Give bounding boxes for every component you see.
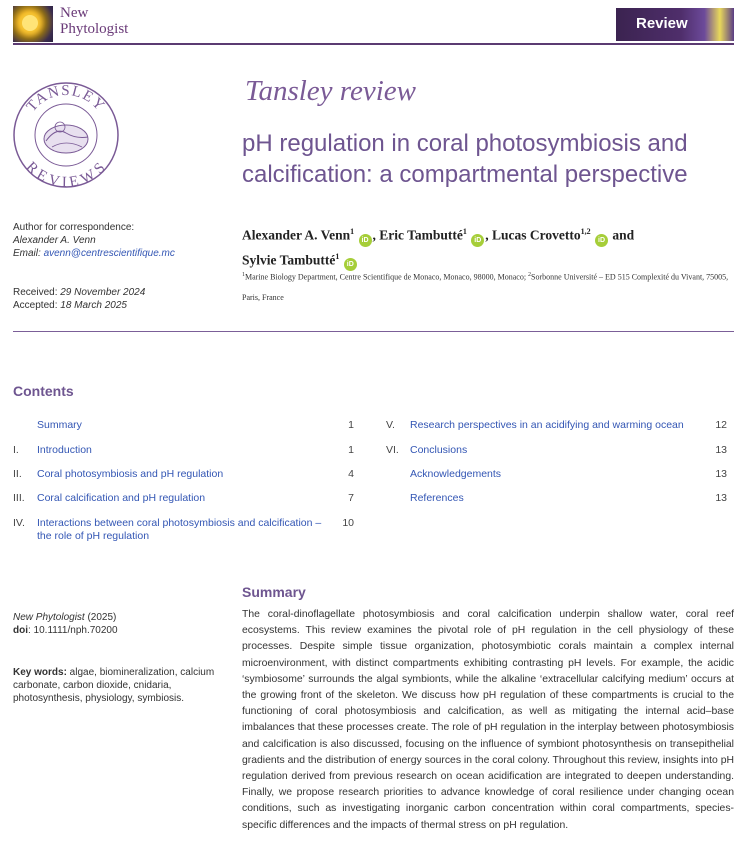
toc-page-number: 13 bbox=[715, 444, 727, 456]
toc-number: I. bbox=[13, 444, 19, 456]
toc-link[interactable]: Coral photosymbiosis and pH regulation bbox=[37, 468, 224, 480]
author-separator: , bbox=[485, 227, 493, 243]
seal-top-text: TANSLEY bbox=[23, 82, 109, 115]
accepted-label: Accepted: bbox=[13, 300, 61, 311]
brand-line-2: Phytologist bbox=[60, 21, 129, 37]
journal-logo bbox=[13, 6, 53, 42]
orcid-icon[interactable]: iD bbox=[595, 234, 608, 247]
toc-page-number: 4 bbox=[348, 468, 354, 480]
toc-link[interactable]: Introduction bbox=[37, 444, 92, 456]
summary-text: The coral-dinoflagellate photosymbiosis and coral calcification underpin shallow water, coral reef ecosystems. This review examines the pivotal role of pH regulation in the cell physiology of these processes. Despite simple tissue organization, photosymbiotic corals maintain a complex internal microenvironment, with distinct compartments exhibiting contrasting pH levels. For example, the acidic ‘symbiosome’ surrounds the algal symbionts, while the alkaline ‘extracellular calcifying medium’ occurs at the growing front of the skeleton. We discuss how pH regulation of these compartments is crucial to the functioning of coral photosymbiosis and calcification, as well as mitigating the internal acid–base imbalances that these processes create. The role of pH regulation in the interplay between photosymbiosis and calcification is also discussed, focusing on the influence of symbiont photosynthesis on transepithelial gradients and the distribution of energy sources in the coral colony. Throughout this review, insights into pH regulation derived from previous research on ocean acidification are integrated to deepen understanding. Finally, we propose research priorities to advance knowledge of coral resilience under changing ocean conditions, such as investigating inorganic carbon concentration within coral compartments, species-specific differences and the impacts of thermal stress on pH regulation. bbox=[242, 609, 734, 831]
journal-name: New Phytologist bbox=[13, 612, 85, 623]
seal-bottom-text: REVIEWS bbox=[22, 158, 110, 189]
received-date: 29 November 2024 bbox=[60, 287, 146, 298]
doi-value[interactable]: : 10.1111/nph.70200 bbox=[28, 625, 118, 636]
brand-line-1: New bbox=[60, 5, 89, 21]
toc-number: V. bbox=[386, 419, 395, 431]
toc-page-number: 1 bbox=[348, 419, 354, 431]
toc-link[interactable]: Coral calcification and pH regulation bbox=[37, 492, 206, 504]
doi-label: doi bbox=[13, 625, 28, 636]
keywords-label: Key words: bbox=[13, 667, 67, 678]
orcid-icon[interactable]: iD bbox=[359, 234, 372, 247]
email-label: Email: bbox=[13, 248, 44, 259]
author-affiliation-sup: 1 bbox=[335, 251, 340, 261]
toc-page-number: 13 bbox=[715, 468, 727, 480]
series-label: Tansley review bbox=[245, 75, 417, 107]
author-affiliation-sup: 1,2 bbox=[580, 227, 591, 236]
author-separator: and bbox=[609, 227, 635, 243]
toc-number: IV. bbox=[13, 517, 25, 529]
email-link[interactable]: avenn@centrescientifique.mc bbox=[43, 248, 175, 259]
author-name: Eric Tambutté bbox=[379, 227, 463, 243]
toc-number: II. bbox=[13, 468, 22, 480]
toc-link[interactable]: Research perspectives in an acidifying and warming ocean bbox=[410, 419, 684, 431]
affiliation-2: Sorbonne Université – ED 515 Complexité du Vivant, 75005, Paris, France bbox=[242, 272, 729, 302]
author-name: Lucas Crovetto bbox=[492, 227, 581, 243]
article-type-tab bbox=[616, 8, 734, 41]
toc-page-number: 1 bbox=[348, 444, 354, 456]
journal-year: (2025) bbox=[84, 612, 117, 623]
keywords-block bbox=[13, 666, 228, 705]
tansley-reviews-seal bbox=[12, 81, 120, 189]
toc-page-number: 13 bbox=[715, 492, 727, 504]
affiliation-sup-1: 1 bbox=[242, 272, 245, 278]
toc-link[interactable]: References bbox=[410, 492, 464, 504]
author-list bbox=[242, 222, 722, 271]
toc-link[interactable]: Acknowledgements bbox=[410, 468, 502, 480]
section-divider bbox=[13, 331, 734, 332]
author-name: Sylvie Tambutté bbox=[242, 252, 336, 267]
toc-page-number: 12 bbox=[715, 419, 727, 431]
article-type-label: Review bbox=[636, 15, 688, 32]
received-label: Received: bbox=[13, 287, 61, 298]
author-separator: , bbox=[372, 227, 380, 243]
dates-block bbox=[13, 286, 145, 312]
author-affiliation-sup: 1 bbox=[462, 227, 467, 236]
correspondence-block bbox=[13, 221, 175, 260]
affiliation-1: Marine Biology Department, Centre Scientifique de Monaco, Monaco, 98000, Monaco; bbox=[245, 272, 529, 282]
toc-page-number: 10 bbox=[342, 517, 354, 529]
toc-number: III. bbox=[13, 492, 25, 504]
summary-heading: Summary bbox=[242, 584, 306, 600]
affiliations bbox=[242, 265, 734, 308]
affiliation-sup-2: 2 bbox=[528, 272, 532, 278]
toc-number: VI. bbox=[386, 444, 399, 456]
toc-link[interactable]: Conclusions bbox=[410, 444, 468, 456]
header-divider bbox=[13, 43, 734, 45]
correspondence-name: Alexander A. Venn bbox=[13, 235, 96, 246]
correspondence-heading: Author for correspondence: bbox=[13, 222, 135, 233]
author-name: Alexander A. Venn bbox=[242, 227, 351, 243]
journal-brand bbox=[60, 5, 128, 37]
toc-link[interactable]: Summary bbox=[37, 419, 82, 431]
toc-link[interactable]: Interactions between coral photosymbiosis and calcification – the role of pH regulation bbox=[37, 517, 322, 542]
keywords-list: algae, biomineralization, calcium carbonate, carbon dioxide, cnidaria, photosynthesis, physiology, symbiosis. bbox=[13, 667, 215, 704]
contents-heading: Contents bbox=[13, 383, 74, 399]
toc-page-number: 7 bbox=[348, 492, 354, 504]
author-affiliation-sup: 1 bbox=[350, 227, 355, 236]
article-title: pH regulation in coral photosymbiosis and calcification: a compartmental perspective bbox=[242, 130, 688, 188]
accepted-date: 18 March 2025 bbox=[60, 300, 127, 311]
orcid-icon[interactable]: iD bbox=[344, 258, 357, 271]
citation-block bbox=[13, 611, 118, 637]
orcid-icon[interactable]: iD bbox=[471, 234, 484, 247]
